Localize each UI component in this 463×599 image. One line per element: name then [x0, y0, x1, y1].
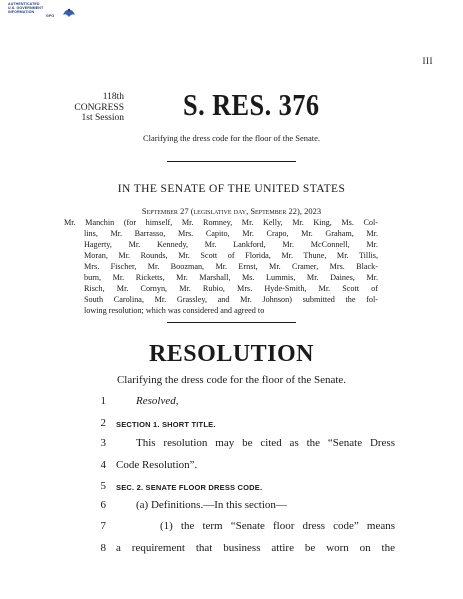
body-text-line: This resolution may be cited as the “Senate Dress: [136, 437, 395, 449]
congress-number: 118th CONGRESS: [74, 92, 124, 113]
sponsor-line: burn, Mr. Ricketts, Mr. Marshall, Ms. Lummis, Mr. Daines, Mr.: [84, 273, 378, 282]
body-text-line: a requirement that business attire be worn on the: [116, 542, 395, 554]
seal-line: INFORMATION: [8, 10, 35, 14]
line-number: 8: [100, 542, 106, 554]
sponsor-line: Hagerty, Mr. Kennedy, Mr. Lankford, Mr. McConnell, Mr.: [84, 240, 378, 249]
subsection-heading: (a) Definitions.—In this section—: [136, 499, 287, 511]
sponsor-line: Risch, Mr. Cornyn, Mr. Rubio, Mrs. Hyde-Smith, Mr. Scott of: [84, 284, 378, 293]
resolution-heading: RESOLUTION: [148, 341, 315, 367]
page-number: III: [422, 56, 433, 66]
sponsor-line: South Carolina, Mr. Grassley, and Mr. Johnson) submitted the fol-: [84, 295, 378, 304]
session-number: 1st Session: [81, 113, 124, 123]
sponsor-line: lins, Mr. Barrasso, Mrs. Capito, Mr. Crapo, Mr. Graham, Mr.: [84, 229, 378, 238]
resolution-summary: Clarifying the dress code for the floor of the Senate.: [116, 374, 347, 386]
resolved-clause: Resolved,: [136, 395, 179, 407]
eagle-icon: [62, 6, 76, 20]
sponsor-line: Mr. Manchin (for himself, Mr. Romney, Mr. Kelly, Mr. King, Ms. Col-: [64, 218, 378, 227]
chamber-heading: IN THE SENATE OF THE UNITED STATES: [117, 183, 346, 195]
line-number: 4: [100, 459, 106, 471]
sponsor-line: Moran, Mr. Rounds, Mr. Scott of Florida, Mr. Thune, Mr. Tillis,: [84, 251, 378, 260]
seal-line: GPO: [46, 14, 55, 18]
bill-summary: Clarifying the dress code for the floor of the Senate.: [142, 133, 321, 143]
section-heading: SECTION 1. SHORT TITLE.: [116, 420, 216, 429]
seal-line: U.S. GOVERNMENT: [8, 6, 44, 10]
bill-number: S. RES. 376: [183, 87, 320, 122]
line-number: 2: [100, 417, 106, 429]
seal-line: AUTHENTICATED: [8, 2, 40, 6]
section-heading: SEC. 2. SENATE FLOOR DRESS CODE.: [116, 483, 263, 492]
sponsor-line: lowing resolution; which was considered and agreed to: [84, 306, 265, 315]
congress-session: [54, 92, 124, 124]
divider: [167, 161, 296, 162]
date-line: September 27 (legislative day, September 22), 2023: [141, 206, 322, 216]
sponsor-line: Mrs. Fischer, Mr. Boozman, Mr. Ernst, Mr. Cramer, Mrs. Black-: [84, 262, 378, 271]
line-number: 3: [100, 437, 106, 449]
line-number: 6: [100, 499, 106, 511]
line-number: 7: [100, 520, 106, 532]
line-number: 5: [100, 480, 106, 492]
sponsors-paragraph: [64, 217, 378, 316]
body-text-line: Code Resolution”.: [116, 459, 198, 471]
line-number: 1: [100, 395, 106, 407]
body-text-line: (1) the term “Senate floor dress code” means: [160, 520, 395, 532]
divider: [167, 322, 296, 323]
